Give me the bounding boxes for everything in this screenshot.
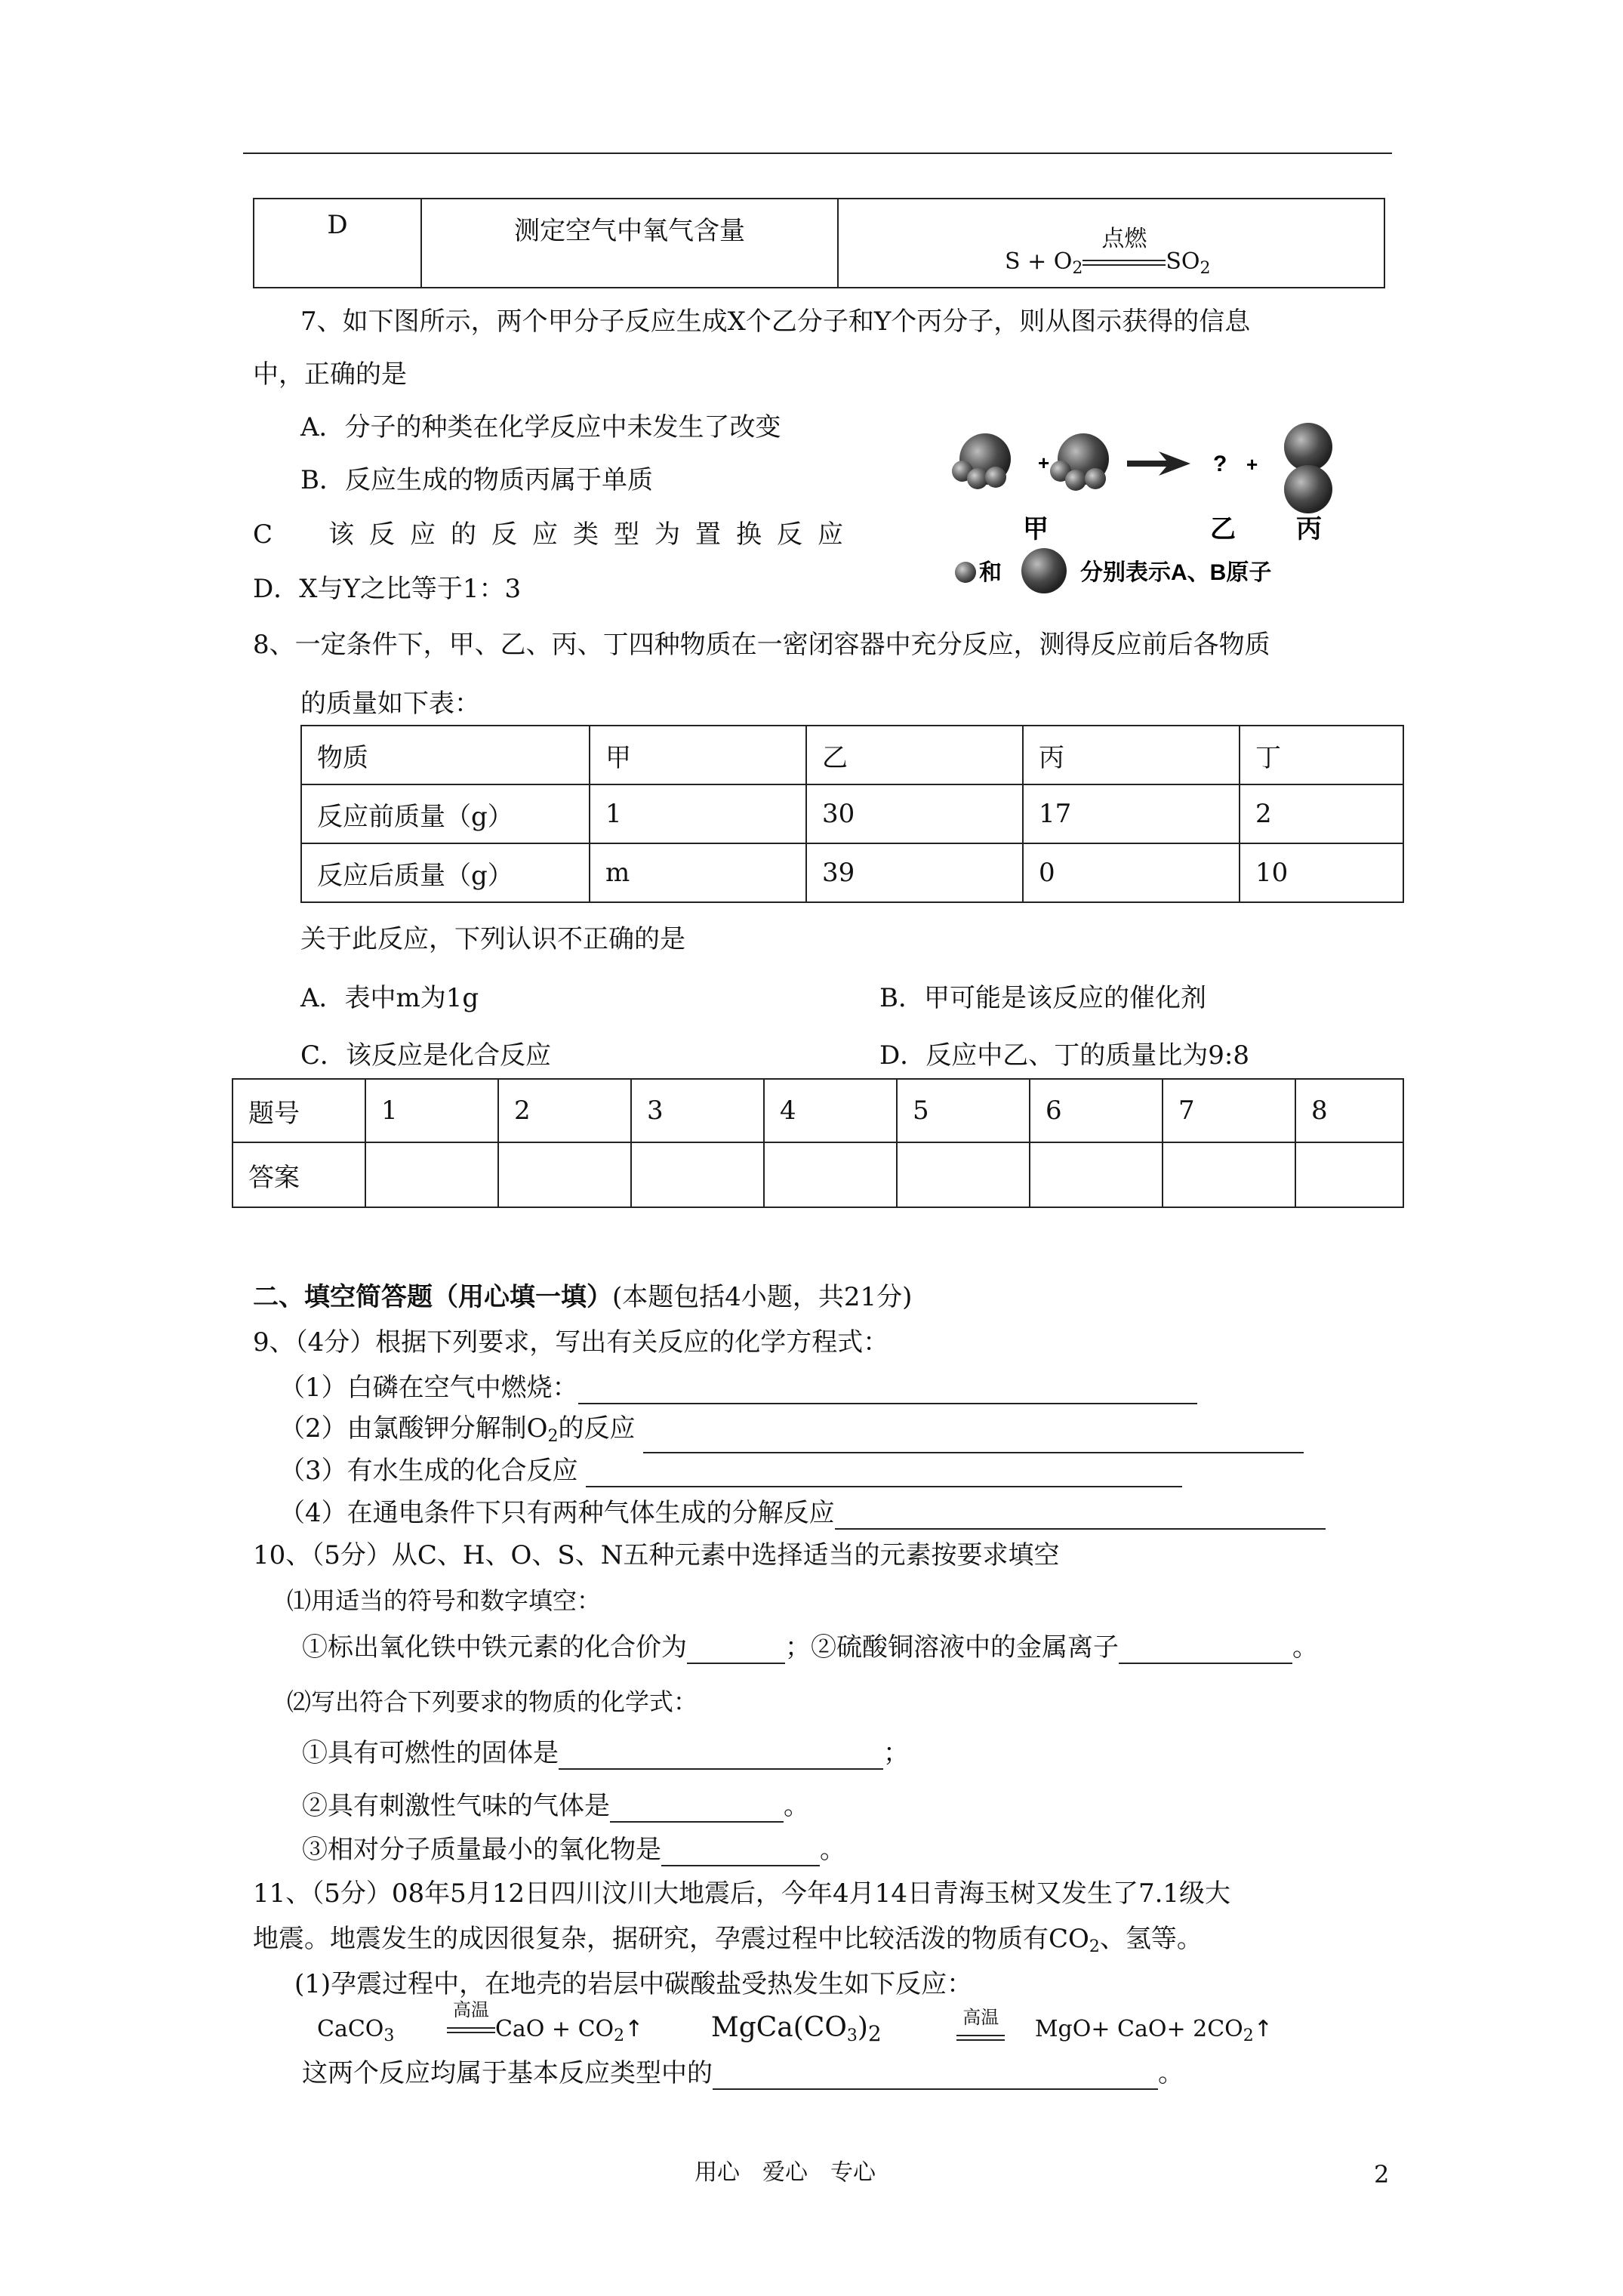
equation-condition: 点燃 (1083, 248, 1166, 275)
mass-table-row-before: 反应前质量（g） 1 30 17 2 (301, 784, 1403, 843)
q10-part2-a: ①具有可燃性的固体是 ； (302, 1738, 909, 1768)
svg-text:分别表示A、B原子: 分别表示A、B原子 (1080, 560, 1272, 585)
answer-cell-4[interactable] (764, 1142, 897, 1207)
header-rule (243, 153, 1392, 154)
experiment-name: 测定空气中氧气含量 (421, 199, 838, 288)
q10-part2-b: ②具有刺激性气味的气体是 。 (302, 1791, 809, 1821)
q9-answer-2[interactable] (643, 1426, 1304, 1453)
q9-item2: （2）由氯酸钾分解制$O_2$的反应 (279, 1412, 1304, 1453)
svg-text:?: ? (1213, 451, 1227, 476)
q10-stem: 10、（5分）从C、H、O、S、N五种元素中选择适当的元素按要求填空 (253, 1540, 1060, 1570)
q10-answer-ion[interactable] (1119, 1637, 1292, 1664)
gas-arrow-icon: ↑ (624, 2016, 644, 2042)
label-bing: 丙 (1296, 515, 1322, 544)
legend-atom-a (955, 562, 976, 583)
q9-item1: （1）白磷在空气中燃烧： (279, 1371, 1197, 1404)
row-label: D (254, 199, 421, 288)
q10-part1-items: ①标出氧化铁中铁元素的化合价为 ；②硫酸铜溶液中的金属离子 。 (302, 1632, 1318, 1663)
q7-stem-line2: 中，正确的是 (253, 359, 407, 390)
q7-option-a: A．分子的种类在化学反应中未发生了改变 (300, 412, 781, 442)
molecule-svg (947, 415, 1370, 596)
label-yi: 乙 (1210, 515, 1236, 544)
molecule-jia-2 (1050, 433, 1109, 491)
answer-table (232, 1078, 1404, 1208)
answer-table-row: 答案 (233, 1142, 1403, 1207)
mass-table-row-after: 反应后质量（g） m 39 0 10 (301, 843, 1403, 902)
q8-question: 关于此反应，下列认识不正确的是 (300, 924, 685, 954)
label-jia: 甲 (1023, 515, 1049, 544)
q7-option-b: B．反应生成的物质丙属于单质 (300, 465, 653, 495)
q9-item3: （3）有水生成的化合反应 (279, 1454, 1182, 1487)
answer-cell-1[interactable] (365, 1142, 498, 1207)
q8-option-c: C．该反应是化合反应 (300, 1040, 552, 1071)
answer-cell-7[interactable] (1163, 1142, 1295, 1207)
q10-part2: ⑵写出符合下列要求的物质的化学式： (287, 1687, 698, 1716)
footer-text: 用心 爱心 专心 (694, 2159, 876, 2186)
molecule-diagram (947, 415, 1370, 596)
equation-cell: $S + O_2$ 点燃 $SO_2$ (838, 199, 1384, 288)
q11-answer-type[interactable] (713, 2063, 1158, 2090)
q7-stem-line1: 7、如下图所示，两个甲分子反应生成X个乙分子和Y个丙分子，则从图示获得的信息 (300, 307, 1251, 337)
mass-table (300, 725, 1404, 903)
q8-stem-line1: 8、一定条件下，甲、乙、丙、丁四种物质在一密闭容器中充分反应，测得反应前后各物质 (253, 630, 1270, 660)
q7-option-c: C 该反应的反应类型为置换反应 (253, 519, 859, 550)
answer-cell-8[interactable] (1295, 1142, 1403, 1207)
q10-part2-c: ③相对分子质量最小的氧化物是 。 (302, 1835, 845, 1865)
q10-part1: ⑴用适当的符号和数字填空： (287, 1586, 602, 1615)
q8-option-d: D．反应中乙、丁的质量比为9:8 (879, 1040, 1249, 1071)
q11-conclusion: 这两个反应均属于基本反应类型中的 。 (302, 2058, 1184, 2088)
molecule-bing (1284, 423, 1332, 513)
answer-cell-2[interactable] (498, 1142, 631, 1207)
experiment-table-row-d (253, 198, 1385, 288)
q11-stem-line2: 地震。地震发生的成因很复杂，据研究，孕震过程中比较活泼的物质有$CO_2$、氢等。 (253, 1924, 1203, 1956)
q8-stem-line2: 的质量如下表： (300, 689, 480, 719)
q9-stem: 9、（4分）根据下列要求，写出有关反应的化学方程式： (253, 1327, 889, 1358)
svg-text:+: + (1038, 451, 1050, 474)
answer-table-header: 题号 1 2 3 4 5 6 7 8 (233, 1079, 1403, 1142)
q11-part1: (1)孕震过程中，在地壳的岩层中碳酸盐受热发生如下反应： (294, 1969, 973, 1999)
q8-option-a: A．表中m为1g (300, 983, 479, 1013)
q9-answer-4[interactable] (835, 1502, 1326, 1530)
q9-item4: （4）在通电条件下只有两种气体生成的分解反应 (279, 1496, 1326, 1530)
gas-arrow-icon: ↑ (1253, 2016, 1273, 2042)
q11-stem-line1: 11、（5分）08年5月12日四川汶川大地震后，今年4月14日青海玉树又发生了7.1级大 (253, 1878, 1231, 1909)
q10-answer-gas[interactable] (610, 1795, 784, 1823)
molecule-jia-1 (952, 433, 1011, 489)
answer-cell-5[interactable] (897, 1142, 1030, 1207)
q9-answer-3[interactable] (586, 1460, 1182, 1487)
q10-answer-solid[interactable] (559, 1743, 883, 1770)
q11-equations: CaCO$_3$ 高温 CaO + $CO_2↑$ $MgCa(CO_3)_2$ 高温 $MgO+ CaO+ 2CO_2↑$ (317, 2011, 1273, 2054)
q8-option-b: B．甲可能是该反应的催化剂 (879, 983, 1206, 1013)
mass-table-header: 物质 甲 乙 丙 丁 (301, 726, 1403, 784)
q10-answer-oxide[interactable] (661, 1839, 820, 1866)
svg-text:和: 和 (979, 560, 1002, 585)
q9-answer-1[interactable] (578, 1377, 1197, 1404)
page-number: 2 (1374, 2160, 1390, 2189)
q7-option-d: D．X与Y之比等于1：3 (253, 574, 522, 604)
answer-cell-6[interactable] (1030, 1142, 1163, 1207)
condition-high-temp-1: 高温 (447, 2013, 495, 2046)
arrow-icon (1127, 451, 1190, 476)
section2-title: 二、填空简答题（用心填一填）(本题包括4小题，共21分) (253, 1282, 913, 1312)
legend-atom-b (1021, 548, 1067, 593)
q10-answer-valence[interactable] (687, 1637, 785, 1664)
svg-text:+: + (1246, 453, 1258, 476)
condition-high-temp-2: 高温 (956, 2020, 1005, 2054)
answer-cell-3[interactable] (631, 1142, 764, 1207)
